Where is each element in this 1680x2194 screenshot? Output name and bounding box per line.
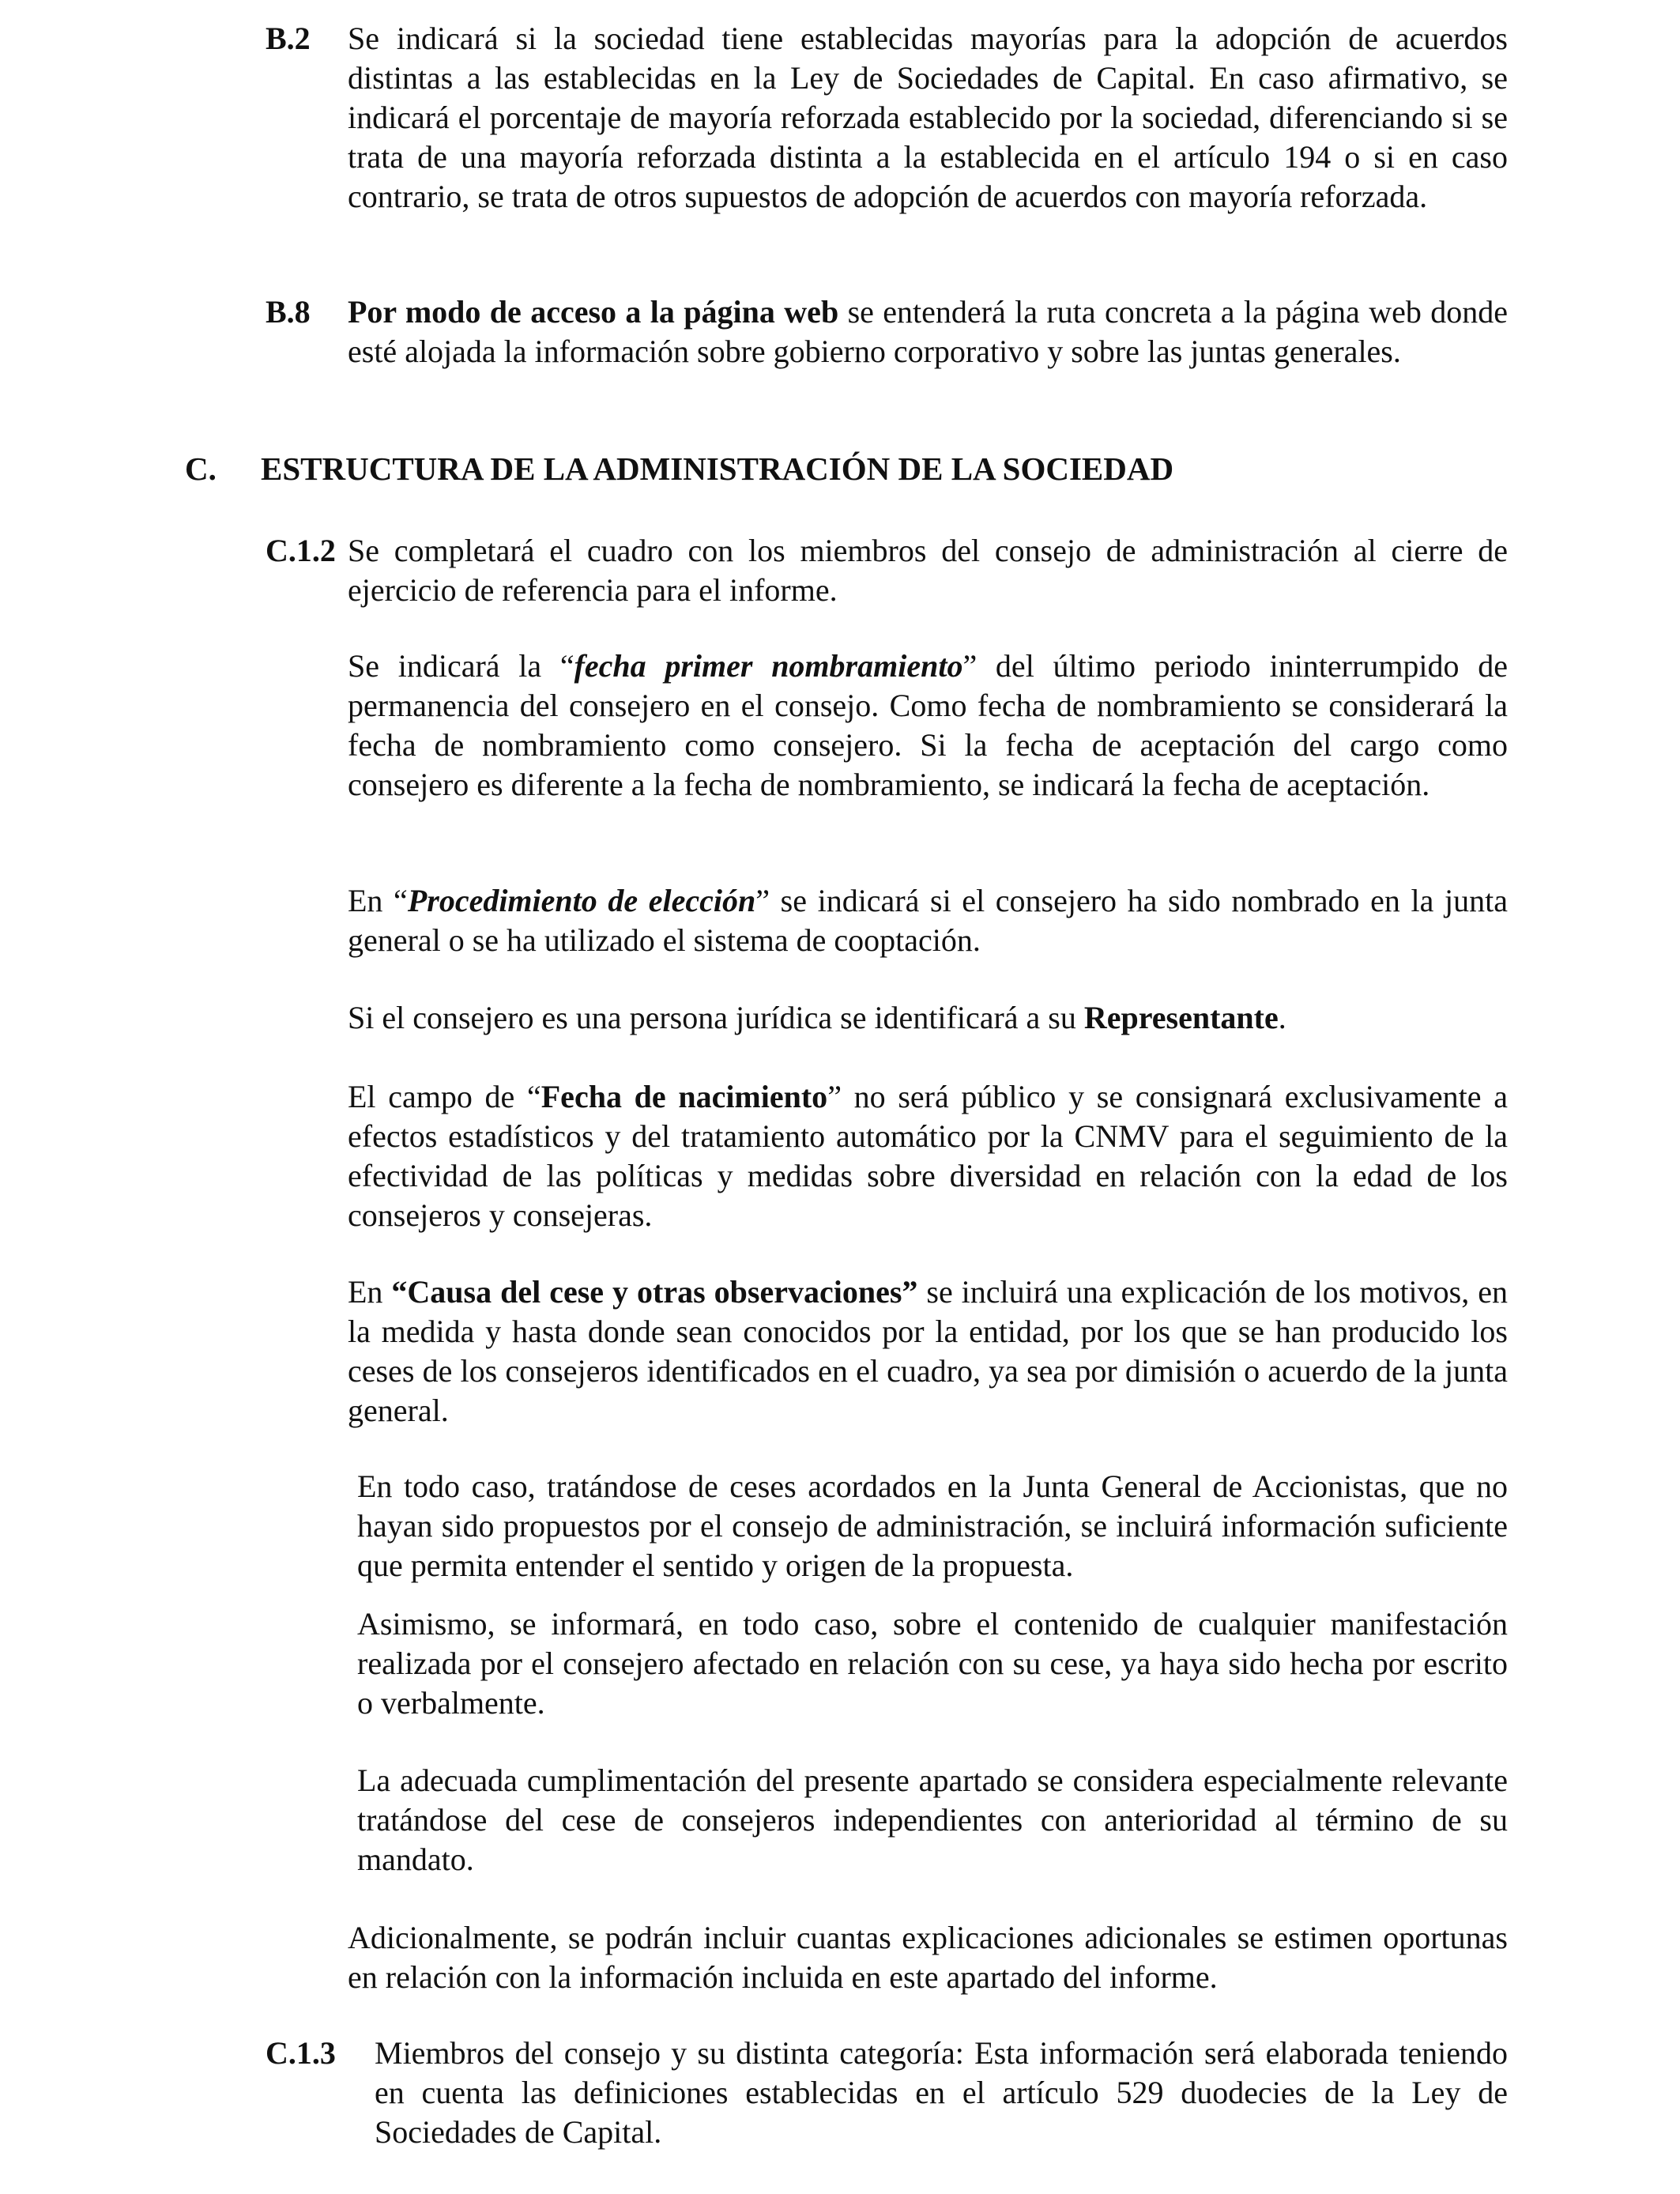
section-c13-text: Miembros del consejo y su distinta categoría: Esta información será elaborada teniendo en cuenta las definiciones establecidas en el artículo 529 duodecies de la Ley de Sociedades de Capital. bbox=[375, 2035, 1508, 2150]
section-c12 bbox=[348, 531, 1508, 610]
section-number-c12: C.1.2 bbox=[266, 533, 336, 568]
section-number-b8: B.8 bbox=[266, 294, 311, 330]
c12-paragraph-8: Asimismo, se informará, en todo caso, sobre el contenido de cualquier manifestación realizada por el consejero afectado en relación con su cese, ya haya sido hecha por escrito o verbalmente. bbox=[357, 1606, 1508, 1721]
section-c13 bbox=[375, 2034, 1508, 2152]
section-b2 bbox=[348, 19, 1508, 217]
section-b8 bbox=[348, 292, 1508, 371]
c12-paragraph-7: En todo caso, tratándose de ceses acordados en la Junta General de Accionistas, que no hayan sido propuestos por el consejo de administración, se incluirá información suficiente que permita entender el sentido y origen de la propuesta. bbox=[357, 1468, 1508, 1583]
c12-paragraph-4: Si el consejero es una persona jurídica se identificará a su Representante. bbox=[348, 1000, 1286, 1035]
c12-paragraph-3: En “Procedimiento de elección” se indicará si el consejero ha sido nombrado en la junta general o se ha utilizado el sistema de cooptación. bbox=[348, 883, 1509, 958]
term-fecha-nacimiento: Fecha de nacimiento bbox=[541, 1079, 828, 1114]
section-number-c13: C.1.3 bbox=[266, 2035, 336, 2071]
c12-paragraph-1: Se completará el cuadro con los miembros del consejo de administración al cierre de ejercicio de referencia para el informe. bbox=[348, 533, 1508, 608]
c12-paragraph-10: Adicionalmente, se podrán incluir cuantas explicaciones adicionales se estimen oportunas en relación con la información incluida en este apartado del informe. bbox=[348, 1920, 1508, 1995]
c12-paragraph-6: En “Causa del cese y otras observaciones” se incluirá una explicación de los motivos, en la medida y hasta donde sean conocidos por la entidad, por los que se han producido los ceses de los consejeros identificados en el cuadro, ya sea por dimisión o acuerdo de la junta general. bbox=[348, 1274, 1508, 1428]
section-b8-lead: Por modo de acceso a la página web bbox=[348, 294, 839, 330]
term-causa-del-cese: “Causa del cese y otras observaciones” bbox=[391, 1274, 918, 1310]
term-representante: Representante bbox=[1083, 1000, 1279, 1035]
c12-paragraph-5: El campo de “Fecha de nacimiento” no será público y se consignará exclusivamente a efectos estadísticos y del tratamiento automático por la CNMV para el seguimiento de la efectividad de las políticas y medidas sobre diversidad en relación con la edad de los consejeros y consejeras. bbox=[348, 1079, 1508, 1233]
section-b2-text: Se indicará si la sociedad tiene establecidas mayorías para la adopción de acuerdos distintas a las establecidas en la Ley de Sociedades de Capital. En caso afirmativo, se indicará el porcentaje de mayoría reforzada establecido por la sociedad, diferenciando si se trata de una mayoría reforzada distinta a la establecida en el artículo 194 o si en caso contrario, se trata de otros supuestos de adopción de acuerdos con mayoría reforzada. bbox=[348, 21, 1508, 214]
term-fecha-primer-nombramiento: fecha primer nombramiento bbox=[574, 648, 963, 684]
term-procedimiento-eleccion: Procedimiento de elección bbox=[407, 883, 756, 918]
section-c-title: ESTRUCTURA DE LA ADMINISTRACIÓN DE LA SOCIEDAD bbox=[261, 450, 1174, 487]
section-number-c: C. bbox=[185, 450, 217, 487]
c12-paragraph-9: La adecuada cumplimentación del presente apartado se considera especialmente relevante tratándose del cese de consejeros independientes con anterioridad al término de su mandato. bbox=[357, 1762, 1508, 1877]
section-number-b2: B.2 bbox=[266, 21, 311, 56]
section-b8-text: Por modo de acceso a la página web se entenderá la ruta concreta a la página web donde esté alojada la información sobre gobierno corporativo y sobre las juntas generales. bbox=[348, 294, 1508, 369]
c12-paragraph-2: Se indicará la “fecha primer nombramiento” del último periodo ininterrumpido de permanencia del consejero en el consejo. Como fecha de nombramiento se considerará la fecha de nombramiento como consejero. Si la fecha de aceptación del cargo como consejero es diferente a la fecha de nombramiento, se indicará la fecha de aceptación. bbox=[348, 648, 1509, 802]
